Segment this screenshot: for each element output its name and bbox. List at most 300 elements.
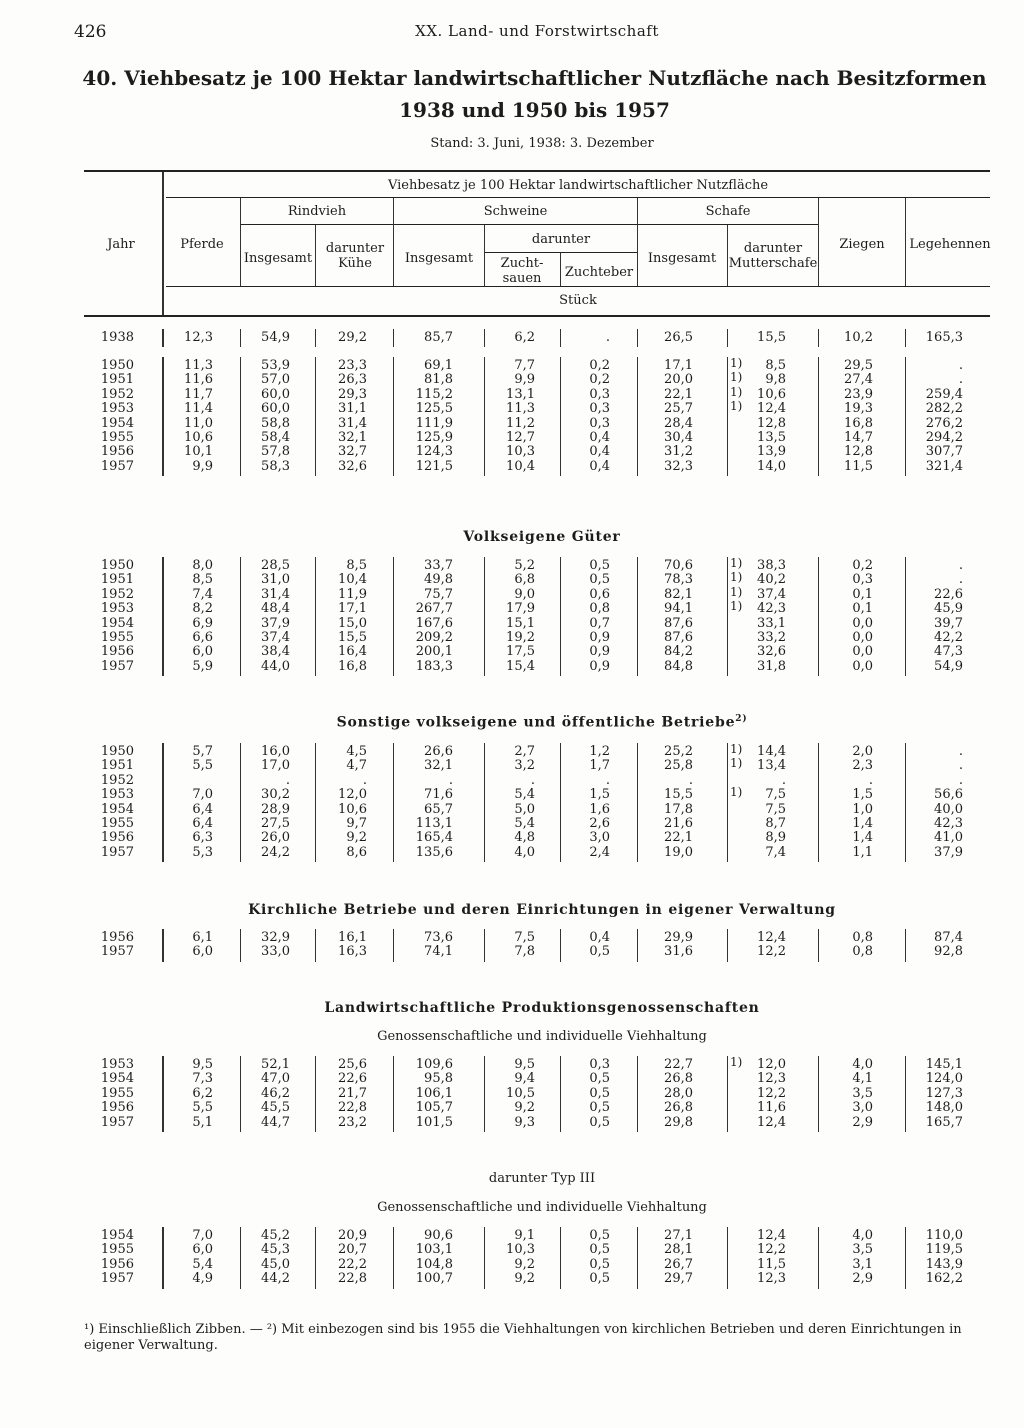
cell-pf: 5,5 (192, 1100, 213, 1116)
cell-le: 259,4 (925, 386, 963, 402)
year-cell: 1953 (100, 1057, 134, 1072)
table-row (0, 331, 1024, 345)
cell-le: 143,9 (925, 1256, 963, 1272)
cell-ze: 0,3 (589, 415, 610, 431)
cell-ze: 0,5 (589, 572, 610, 588)
cell-mu: 13,9 (757, 444, 786, 460)
cell-mu: 33,1 (757, 615, 786, 631)
header-schafe-insgesamt: Insgesamt (647, 251, 717, 266)
cell-sci: 15,5 (664, 787, 693, 803)
footnote-marker: 1) (730, 356, 743, 370)
cell-mu: 12,4 (757, 1228, 786, 1243)
cell-sci: 31,6 (664, 944, 693, 960)
cell-le: . (958, 744, 963, 759)
footnote-marker: 1) (730, 599, 743, 614)
cell-zs: 17,5 (506, 644, 535, 660)
cell-ze: 1,2 (589, 744, 610, 759)
section-title: Volkseigene Güter (463, 529, 621, 545)
cell-ri: 58,8 (261, 415, 290, 431)
cell-le: . (958, 772, 963, 788)
cell-sci: 78,3 (664, 572, 693, 588)
cell-ri: 17,0 (261, 758, 290, 774)
cell-kue: 32,6 (338, 458, 367, 474)
cell-mu: . (781, 772, 786, 788)
cell-si: 32,1 (424, 758, 453, 774)
cell-ze: 0,2 (589, 372, 610, 388)
header-jahr: Jahr (107, 237, 135, 252)
cell-mu: 12,4 (757, 401, 786, 417)
cell-ze: 3,0 (589, 830, 610, 846)
cell-le: 40,0 (934, 801, 963, 817)
header-darunter-kuehe: darunter Kühe (325, 241, 385, 271)
cell-si: 165,4 (415, 830, 453, 846)
cell-pf: 6,3 (192, 830, 213, 846)
header-span-title: Viehbesatz je 100 Hektar landwirtschaftlicher Nutzfläche (387, 178, 769, 193)
cell-ri: 30,2 (261, 787, 290, 803)
cell-mu: 11,5 (757, 1256, 786, 1272)
cell-si: 105,7 (415, 1100, 453, 1116)
year-cell: 1957 (100, 844, 134, 860)
table-row (0, 1116, 1024, 1130)
cell-ze: 0,3 (589, 1057, 610, 1072)
year-cell: 1955 (100, 1242, 134, 1258)
cell-kue: 22,8 (338, 1271, 367, 1287)
cell-ze: 0,2 (589, 358, 610, 373)
year-cell: 1953 (100, 787, 134, 803)
cell-ri: 45,3 (261, 1242, 290, 1258)
footnote-marker: 1) (730, 399, 743, 414)
cell-kue: 21,7 (338, 1085, 367, 1101)
cell-zi: 4,0 (852, 1228, 873, 1243)
cell-ri: 32,9 (261, 930, 290, 945)
cell-zi: 4,0 (852, 1057, 873, 1072)
cell-kue: 22,2 (338, 1256, 367, 1272)
cell-ri: . (285, 772, 290, 788)
table-row (0, 1055, 1024, 1072)
cell-sci: 27,1 (664, 1228, 693, 1243)
table-row (0, 431, 1024, 445)
cell-ri: 37,4 (261, 630, 290, 645)
cell-kue: 10,4 (338, 572, 367, 588)
cell-pf: 6,0 (192, 1242, 213, 1258)
table-row (0, 417, 1024, 431)
cell-le: 321,4 (925, 458, 963, 474)
cell-ze: 0,5 (589, 1100, 610, 1116)
cell-kue: 15,5 (338, 630, 367, 645)
cell-kue: 32,7 (338, 444, 367, 460)
cell-pf: 11,7 (184, 386, 213, 402)
table-row (0, 742, 1024, 759)
table-row (0, 584, 1024, 602)
darunter-rule (485, 252, 637, 253)
cell-si: 125,9 (415, 430, 453, 445)
cell-zs: 11,2 (506, 415, 535, 431)
year-cell: 1956 (100, 644, 134, 660)
table-row (0, 1072, 1024, 1086)
cell-zs: 5,4 (514, 787, 535, 803)
cell-le: 148,0 (925, 1100, 963, 1116)
cell-mu: 9,8 (765, 372, 786, 388)
cell-ri: 57,8 (261, 444, 290, 460)
cell-mu: 13,5 (757, 430, 786, 445)
footnote-marker: 1) (730, 370, 743, 385)
cell-sci: 29,9 (664, 930, 693, 945)
footnote-marker: 1) (730, 756, 743, 771)
cell-ze: 0,6 (589, 586, 610, 602)
cell-kue: 16,1 (338, 930, 367, 945)
cell-pf: 6,4 (192, 801, 213, 817)
cell-sci: 32,3 (664, 458, 693, 474)
table-row (0, 460, 1024, 474)
year-cell: 1956 (100, 1256, 134, 1272)
cell-ze: . (605, 772, 610, 788)
cell-sci: 22,1 (664, 830, 693, 846)
cell-si: 111,9 (415, 415, 453, 431)
cell-zs: 10,4 (506, 458, 535, 474)
table-row (0, 846, 1024, 860)
cell-zs: 7,7 (514, 358, 535, 373)
cell-sci: 70,6 (664, 558, 693, 573)
cell-zi: . (868, 772, 873, 788)
cell-ze: 0,3 (589, 401, 610, 417)
cell-zi: 0,0 (852, 658, 873, 674)
cell-pf: 6,0 (192, 944, 213, 960)
cell-pf: 8,5 (192, 572, 213, 588)
cell-ze: 0,5 (589, 1228, 610, 1243)
cell-kue: 31,1 (338, 401, 367, 417)
header-unit: Stück (559, 293, 597, 308)
cell-le: 22,6 (934, 586, 963, 602)
header-zucheber: Zuchteber (564, 265, 634, 280)
cell-kue: 12,0 (338, 787, 367, 803)
cell-zi: 0,0 (852, 615, 873, 631)
cell-kue: 23,3 (338, 358, 367, 373)
cell-kue: 20,9 (338, 1228, 367, 1243)
cell-ri: 44,0 (261, 658, 290, 674)
cell-mu: 8,9 (765, 830, 786, 846)
cell-kue: 25,6 (338, 1057, 367, 1072)
cell-zi: 0,2 (852, 558, 873, 573)
table-row (0, 1243, 1024, 1257)
table-row (0, 556, 1024, 573)
year-cell: 1938 (100, 330, 134, 345)
cell-kue: 32,1 (338, 430, 367, 445)
cell-ri: 44,7 (261, 1114, 290, 1130)
year-cell: 1956 (100, 1100, 134, 1116)
cell-ze: . (605, 330, 610, 345)
cell-le: 282,2 (925, 401, 963, 417)
cell-pf: 6,2 (192, 1085, 213, 1101)
cell-zs: . (530, 772, 535, 788)
cell-si: 26,6 (424, 744, 453, 759)
year-cell: 1955 (100, 630, 134, 645)
cell-pf: 6,1 (192, 930, 213, 945)
cell-mu: 8,5 (765, 358, 786, 373)
cell-zs: 9,4 (514, 1071, 535, 1087)
cell-mu: 7,4 (765, 844, 786, 860)
cell-ze: 0,8 (589, 601, 610, 617)
cell-ri: 45,2 (261, 1228, 290, 1243)
cell-mu: 15,5 (757, 330, 786, 345)
cell-pf: 5,3 (192, 844, 213, 860)
cell-kue: 23,2 (338, 1114, 367, 1130)
year-cell: 1957 (100, 1114, 134, 1130)
cell-zi: 23,9 (844, 386, 873, 402)
cell-sci: 17,1 (664, 358, 693, 373)
cell-ri: 28,5 (261, 558, 290, 573)
cell-zs: 2,7 (514, 744, 535, 759)
cell-kue: 17,1 (338, 601, 367, 617)
cell-mu: 12,2 (757, 1085, 786, 1101)
table-row (0, 803, 1024, 817)
cell-si: 85,7 (424, 330, 453, 345)
cell-mu: 37,4 (757, 586, 786, 602)
cell-si: 75,7 (424, 586, 453, 602)
cell-pf: 5,7 (192, 744, 213, 759)
cell-si: 106,1 (415, 1085, 453, 1101)
cell-zs: 6,8 (514, 572, 535, 588)
cell-mu: 12,3 (757, 1071, 786, 1087)
year-cell: 1954 (100, 1071, 134, 1087)
cell-ri: 38,4 (261, 644, 290, 660)
cell-sci: 87,6 (664, 630, 693, 645)
year-cell: 1954 (100, 1228, 134, 1243)
cell-si: 69,1 (424, 358, 453, 373)
cell-ze: 0,3 (589, 386, 610, 402)
cell-pf: 5,9 (192, 658, 213, 674)
year-cell: 1957 (100, 458, 134, 474)
cell-zs: 19,2 (506, 630, 535, 645)
footnote-marker: 1) (730, 584, 743, 599)
year-cell: 1957 (100, 944, 134, 960)
cell-ze: 0,5 (589, 1242, 610, 1258)
cell-kue: 4,7 (346, 758, 367, 774)
cell-zs: 5,4 (514, 816, 535, 831)
cell-si: 33,7 (424, 558, 453, 573)
cell-ri: 37,9 (261, 615, 290, 631)
cell-ze: 0,4 (589, 430, 610, 445)
cell-sci: 26,8 (664, 1071, 693, 1087)
cell-pf: 10,1 (184, 444, 213, 460)
cell-kue: 9,7 (346, 816, 367, 831)
cell-sci: 30,4 (664, 430, 693, 445)
title-line-1: 40. Viehbesatz je 100 Hektar landwirtschaftlicher Nutzfläche nach Besitzformen (82, 66, 987, 90)
year-cell: 1952 (100, 586, 134, 602)
cell-zs: 9,1 (514, 1228, 535, 1243)
cell-kue: 15,0 (338, 615, 367, 631)
year-cell: 1955 (100, 816, 134, 831)
year-cell: 1950 (100, 358, 134, 373)
cell-si: 267,7 (415, 601, 453, 617)
year-cell: 1954 (100, 801, 134, 817)
cell-mu: 38,3 (757, 558, 786, 573)
header-schafe: Schafe (705, 204, 751, 219)
cell-sci: 28,4 (664, 415, 693, 431)
cell-le: 42,2 (934, 630, 963, 645)
section-title: darunter Typ III (488, 1171, 596, 1186)
cell-pf: 10,6 (184, 430, 213, 445)
cell-zs: 10,3 (506, 1242, 535, 1258)
cell-sci: 25,8 (664, 758, 693, 774)
cell-le: 41,0 (934, 830, 963, 846)
cell-zs: 4,0 (514, 844, 535, 860)
cell-pf: 11,4 (184, 401, 213, 417)
cell-ri: 46,2 (261, 1085, 290, 1101)
cell-ri: 52,1 (261, 1057, 290, 1072)
cell-ri: 31,4 (261, 586, 290, 602)
cell-zi: 4,1 (852, 1071, 873, 1087)
section-title-footnote-ref: 2) (735, 714, 748, 724)
footnote-marker: 1) (730, 384, 743, 399)
cell-ri: 44,2 (261, 1271, 290, 1287)
cell-le: 92,8 (934, 944, 963, 960)
cell-pf: 7,0 (192, 787, 213, 803)
cell-le: 162,2 (925, 1271, 963, 1287)
cell-mu: 32,6 (757, 644, 786, 660)
cell-zi: 3,1 (852, 1256, 873, 1272)
cell-ze: 0,5 (589, 944, 610, 960)
header-top-rule (84, 170, 990, 172)
cell-zi: 0,8 (852, 930, 873, 945)
cell-si: 101,5 (415, 1114, 453, 1130)
year-cell: 1955 (100, 1085, 134, 1101)
cell-le: 307,7 (925, 444, 963, 460)
cell-sci: 28,0 (664, 1085, 693, 1101)
cell-zs: 9,9 (514, 372, 535, 388)
section-title: Landwirtschaftliche Produktionsgenossenschaften (324, 1000, 760, 1016)
cell-pf: 7,4 (192, 586, 213, 602)
cell-le: 37,9 (934, 844, 963, 860)
cell-zi: 0,1 (852, 586, 873, 602)
cell-kue: 16,8 (338, 658, 367, 674)
year-cell: 1956 (100, 930, 134, 945)
page-number: 426 (74, 22, 107, 42)
cell-si: 109,6 (415, 1057, 453, 1072)
cell-si: 121,5 (415, 458, 453, 474)
cell-zs: 9,0 (514, 586, 535, 602)
cell-mu: 12,2 (757, 1242, 786, 1258)
cell-mu: 7,5 (765, 787, 786, 803)
cell-si: 125,5 (415, 401, 453, 417)
cell-mu: 33,2 (757, 630, 786, 645)
cell-kue: 29,2 (338, 330, 367, 345)
cell-ri: 45,5 (261, 1100, 290, 1116)
col-divider (315, 225, 316, 286)
header-pferde: Pferde (180, 237, 224, 252)
cell-le: 45,9 (934, 601, 963, 617)
table-row (0, 384, 1024, 402)
cell-mu: 42,3 (757, 601, 786, 617)
rindvieh-rule (241, 224, 393, 225)
cell-zi: 27,4 (844, 372, 873, 388)
header-rindvieh: Rindvieh (287, 204, 347, 219)
cell-mu: 10,6 (757, 386, 786, 402)
table-title (0, 62, 1024, 126)
cell-pf: 6,6 (192, 630, 213, 645)
table-row (0, 1258, 1024, 1272)
cell-ri: 45,0 (261, 1256, 290, 1272)
table-row (0, 756, 1024, 774)
cell-zs: 15,4 (506, 658, 535, 674)
cell-zs: 7,5 (514, 930, 535, 945)
table-row (0, 817, 1024, 831)
cell-si: 71,6 (424, 787, 453, 803)
cell-ri: 60,0 (261, 401, 290, 417)
cell-ri: 58,4 (261, 430, 290, 445)
cell-ze: 1,6 (589, 801, 610, 817)
cell-pf: 4,9 (192, 1271, 213, 1287)
cell-pf: 6,0 (192, 644, 213, 660)
cell-sci: 84,8 (664, 658, 693, 674)
cell-ze: 0,4 (589, 444, 610, 460)
header-darunter-mutterschafe: darunter Mutterschafe (728, 241, 818, 271)
table-row (0, 1087, 1024, 1101)
cell-mu: 31,8 (757, 658, 786, 674)
year-cell: 1957 (100, 1271, 134, 1287)
table-row (0, 617, 1024, 631)
cell-pf: 8,0 (192, 558, 213, 573)
cell-ri: 33,0 (261, 944, 290, 960)
cell-kue: 11,9 (338, 586, 367, 602)
table-row (0, 370, 1024, 388)
table-row (0, 356, 1024, 373)
cell-ze: 0,5 (589, 558, 610, 573)
cell-si: 90,6 (424, 1228, 453, 1243)
cell-pf: 5,5 (192, 758, 213, 774)
cell-zi: 1,4 (852, 816, 873, 831)
cell-sci: 20,0 (664, 372, 693, 388)
header-rule-unit (166, 286, 990, 287)
cell-zi: 0,0 (852, 644, 873, 660)
cell-zs: 12,7 (506, 430, 535, 445)
cell-zi: 3,0 (852, 1100, 873, 1116)
cell-sci: 84,2 (664, 644, 693, 660)
cell-si: 200,1 (415, 644, 453, 660)
cell-si: 135,6 (415, 844, 453, 860)
title-line-2: 1938 und 1950 bis 1957 (399, 98, 670, 122)
cell-ze: 2,4 (589, 844, 610, 860)
cell-sci: 82,1 (664, 586, 693, 602)
header-darunter: darunter (531, 232, 591, 247)
cell-kue: 9,2 (346, 830, 367, 846)
cell-zi: 0,8 (852, 944, 873, 960)
cell-kue: 8,6 (346, 844, 367, 860)
cell-ze: 0,9 (589, 630, 610, 645)
cell-kue: 20,7 (338, 1242, 367, 1258)
cell-pf: 5,1 (192, 1114, 213, 1130)
cell-zi: 14,7 (844, 430, 873, 445)
cell-si: 115,2 (415, 386, 453, 402)
section-title: Sonstige volkseigene und öffentliche Betriebe$^{2)}$ (336, 714, 748, 731)
cell-pf: 12,3 (184, 330, 213, 345)
cell-mu: 11,6 (757, 1100, 786, 1116)
cell-kue: . (362, 772, 367, 788)
cell-sci: 87,6 (664, 615, 693, 631)
footnote-marker: 1) (730, 785, 743, 800)
cell-ze: 0,4 (589, 930, 610, 945)
cell-zs: 9,5 (514, 1057, 535, 1072)
cell-pf: 7,3 (192, 1071, 213, 1087)
table-row (0, 1272, 1024, 1286)
cell-kue: 10,6 (338, 801, 367, 817)
cell-ri: 31,0 (261, 572, 290, 588)
cell-le: 294,2 (925, 430, 963, 445)
cell-kue: 22,8 (338, 1100, 367, 1116)
cell-sci: 17,8 (664, 801, 693, 817)
cell-ze: 0,7 (589, 615, 610, 631)
cell-le: 119,5 (925, 1242, 963, 1258)
year-cell: 1957 (100, 658, 134, 674)
